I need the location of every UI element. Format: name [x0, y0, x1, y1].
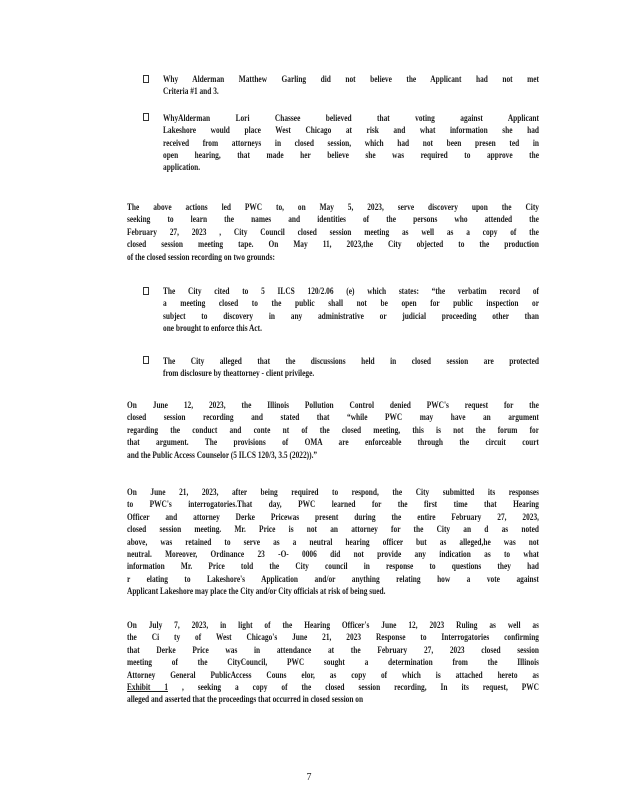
paragraph-line-rest: , seeking a copy of the closed session recording, In its request, PWC: [168, 682, 539, 692]
bullet-line: Why Alderman Matthew Garling did not believe the Applicant had not met: [163, 74, 539, 84]
paragraph-line: Officer and attorney Derke Pricewas present during the entire February 27, 2023,: [127, 511, 539, 522]
exhibit-reference: Exhibit 1: [127, 682, 169, 692]
bullet-box-icon: [143, 355, 149, 367]
bullet-box-icon: [143, 112, 149, 124]
bullet-line: open hearing, that made her believe she was required to approve the: [163, 150, 539, 160]
bullet-line: Criteria #1 and 3.: [163, 86, 219, 97]
paragraph-line: closed session recording and stated that “while PWC may have an argument: [127, 412, 539, 423]
paragraph-line: Applicant Lakeshore may place the City and/or City officials at risk of being sued.: [127, 586, 386, 597]
paragraph-line: On June 12, 2023, the Illinois Pollution Control denied PWC's request for the: [127, 400, 539, 410]
bullet-line: application.: [163, 162, 201, 173]
bullet-line: received from attorneys in closed session, which had not been presen ted in: [163, 137, 539, 148]
page-number: 7: [306, 772, 312, 783]
paragraph-line: On July 7, 2023, in light of the Hearing Officer's June 12, 2023 Ruling as well as: [127, 620, 539, 630]
paragraph-line: that Derke Price was in attendance at the February 27, 2023 closed session: [127, 644, 539, 655]
bullet-line: The City cited to 5 ILCS 120/2.06 (e) which states: “the verbatim record of: [163, 286, 539, 296]
paragraph-line: meeting of the CityCouncil, PWC sought a determination from the Illinois: [127, 657, 539, 668]
paragraph-line: seeking to learn the names and identities of the persons who attended the: [127, 214, 539, 225]
paragraph-line: neutral. Moreover, Ordinance 23 -O- 0006 did not provide any indication as to what: [127, 549, 539, 559]
bullet-line: one brought to enforce this Act.: [163, 323, 262, 334]
paragraph-line: information Mr. Price told the City council in response to questions they had: [127, 561, 539, 572]
bullet-line: subject to discovery in any administrative or judicial proceeding other than: [163, 310, 539, 321]
paragraph-line: Attorney General PublicAccess Couns elor, as copy of which is attached hereto as: [127, 669, 539, 680]
paragraph-line: closed session meeting. Mr. Price is not an attorney for the City an d as noted: [127, 524, 539, 535]
paragraph-line: closed session meeting tape. On May 11, 2023,the City objected to the production: [127, 239, 539, 250]
paragraph-line: [127, 681, 539, 693]
bullet-line: a meeting closed to the public shall not be open for public inspection or: [163, 298, 539, 309]
bullet-line: The City alleged that the discussions held in closed session are protected: [163, 355, 539, 366]
bullet-box-icon: [143, 285, 149, 297]
paragraph-line: above, was retained to serve as a neutral hearing officer but as alleged,he was not: [127, 536, 539, 547]
paragraph-line: February 27, 2023 , City Council closed session meeting as well as a copy of the: [127, 226, 539, 237]
paragraph-line: and the Public Access Counselor (5 ILCS 120/3, 3.5 (2022)).”: [127, 449, 318, 460]
paragraph-line: the Ci ty of West Chicago's June 21, 2023 Response to Interrogatories confirming: [127, 632, 539, 643]
bullet-line: WhyAlderman Lori Chassee believed that voting against Applicant: [163, 112, 539, 123]
bullet-box-icon: [143, 73, 149, 85]
paragraph-line: of the closed session recording on two grounds:: [127, 251, 275, 262]
paragraph-line: that argument. The provisions of OMA are enforceable through the circuit court: [127, 437, 539, 448]
bullet-line: from disclosure by theattorney - client privilege.: [163, 368, 315, 378]
paragraph-line: On June 21, 2023, after being required to respond, the City submitted its responses: [127, 487, 539, 497]
bullet-line: Lakeshore would place West Chicago at risk and what information she had: [163, 125, 539, 136]
paragraph-line: to PWC's interrogatories.That day, PWC learned for the first time that Hearing: [127, 499, 539, 510]
paragraph-line: alleged and asserted that the proceedings that occurred in closed session on: [127, 694, 364, 705]
paragraph-line: The above actions led PWC to, on May 5, 2023, serve discovery upon the City: [127, 202, 539, 212]
paragraph-line: r elating to Lakeshore's Application and/or anything relating how a vote against: [127, 573, 539, 584]
paragraph-line: regarding the conduct and conte nt of the closed meeting, this is not the forum for: [127, 424, 539, 435]
